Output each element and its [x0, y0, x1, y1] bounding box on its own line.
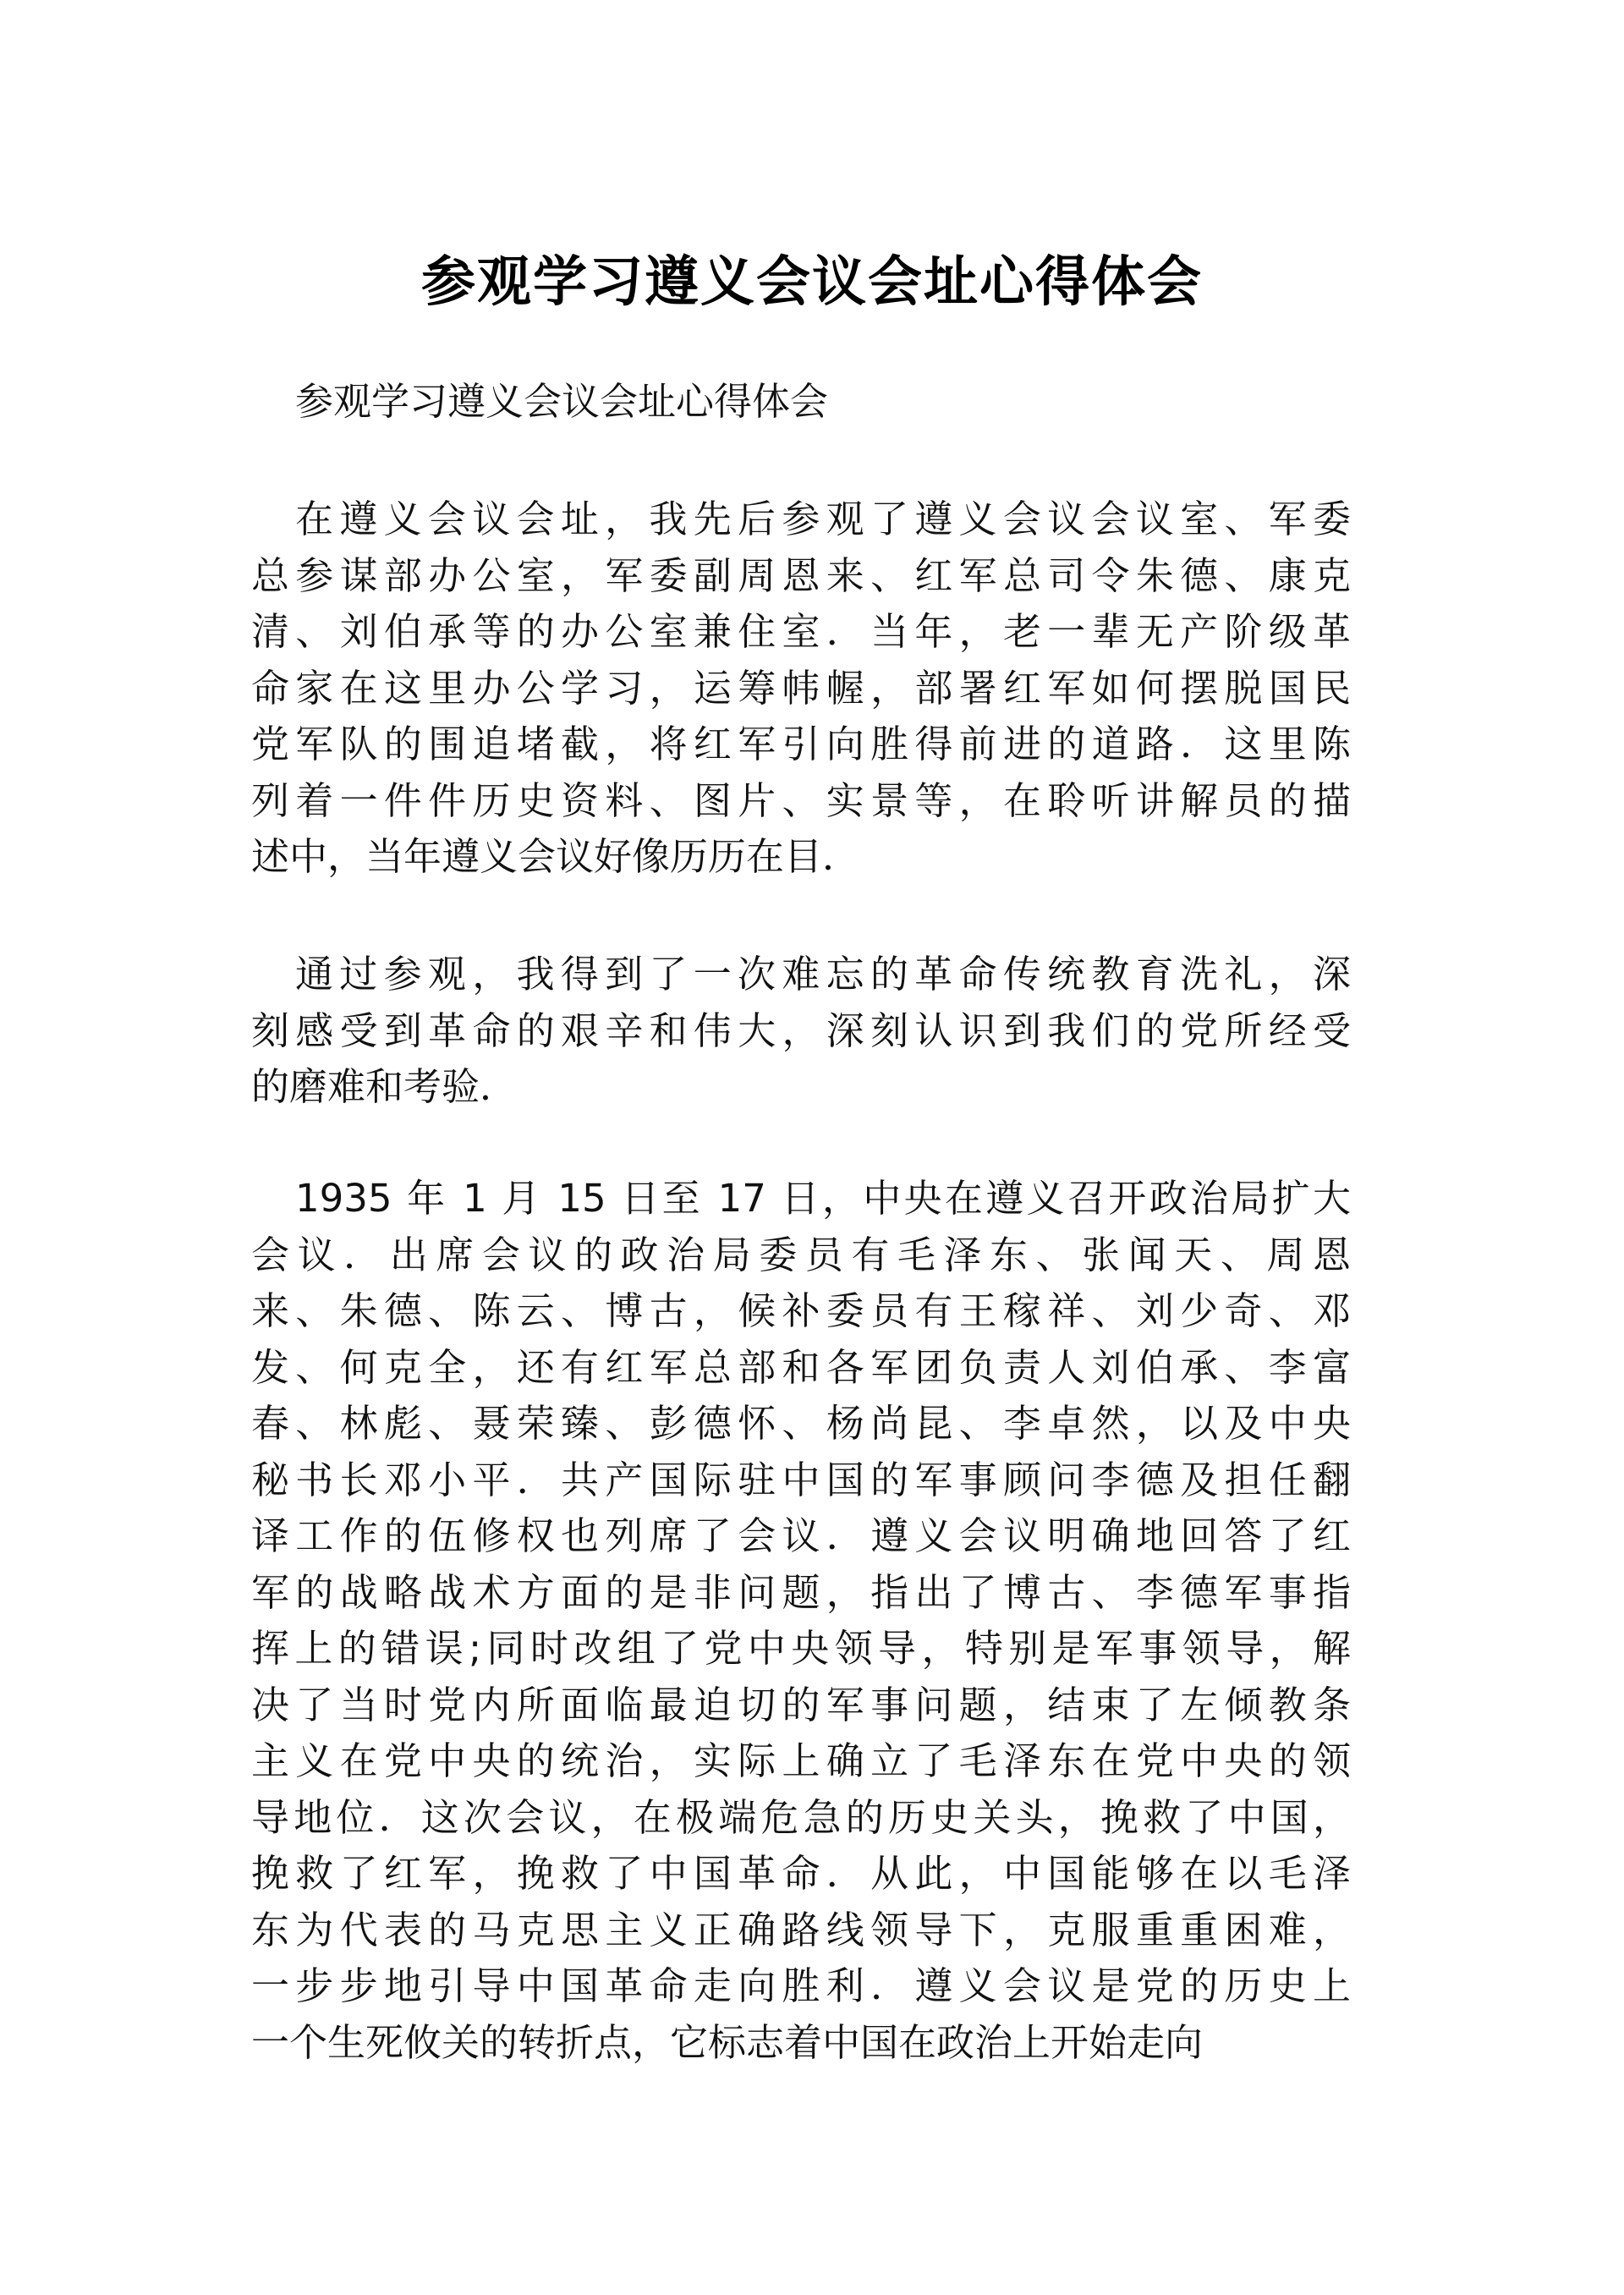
- text-line: 会议．出席会议的政治局委员有毛泽东、张闻天、周恩: [251, 1232, 1351, 1277]
- document-subtitle: [251, 374, 1351, 431]
- text-line: 东为代表的马克思主义正确路线领导下，克服重重困难，: [251, 1907, 1351, 1952]
- text-line: 刻感受到革命的艰辛和伟大，深刻认识到我们的党所经受: [251, 1007, 1351, 1053]
- paragraph-2: [251, 947, 1351, 1116]
- text-line: 导地位．这次会议，在极端危急的历史关头，挽救了中国，: [251, 1794, 1351, 1840]
- text-line: 春、林彪、聂荣臻、彭德怀、杨尚昆、李卓然，以及中央: [251, 1401, 1351, 1446]
- text-line: 的磨难和考验．: [251, 1064, 518, 1109]
- text-line: 发、何克全，还有红军总部和各军团负责人刘伯承、李富: [251, 1344, 1351, 1390]
- text-line: 译工作的伍修权也列席了会议．遵义会议明确地回答了红: [251, 1513, 1351, 1558]
- text-line: 1935 年 1 月 15 日至 17 日，中央在遵义召开政治局扩大: [295, 1176, 1351, 1221]
- text-line: 总参谋部办公室，军委副周恩来、红军总司令朱德、康克: [251, 552, 1351, 598]
- paragraph-1: [251, 491, 1351, 886]
- text-line: 决了当时党内所面临最迫切的军事问题，结束了左倾教条: [251, 1682, 1351, 1727]
- text-line: 述中，当年遵义会议好像历历在目．: [251, 834, 861, 879]
- text-line: 来、朱德、陈云、博古，候补委员有王稼祥、刘少奇、邓: [251, 1288, 1351, 1333]
- text-line: 挥上的错误;同时改组了党中央领导，特别是军事领导，解: [251, 1626, 1351, 1671]
- text-line: 命家在这里办公学习，运筹帏幄，部署红军如何摆脱国民: [251, 665, 1351, 711]
- text-line: 主义在党中央的统治，实际上确立了毛泽东在党中央的领: [251, 1738, 1351, 1783]
- document-title: 参观学习遵义会议会址心得体会: [421, 250, 1203, 314]
- text-line: 清、刘伯承等的办公室兼住室．当年，老一辈无产阶级革: [251, 609, 1351, 654]
- text-line: 通过参观，我得到了一次难忘的革命传统教育洗礼，深: [295, 952, 1351, 997]
- text-line: 党军队的围追堵截，将红军引向胜得前进的道路．这里陈: [251, 722, 1351, 766]
- text-line: 一个生死攸关的转折点，它标志着中国在政治上开始走向: [251, 2019, 1204, 2065]
- text-line: 秘书长邓小平．共产国际驻中国的军事顾问李德及担任翻: [251, 1457, 1351, 1502]
- subtitle-text: 参观学习遵义会议会址心得体会: [295, 379, 829, 424]
- text-line: 军的战略战术方面的是非问题，指出了博古、李德军事指: [251, 1569, 1351, 1615]
- text-line: 在遵义会议会址，我先后参观了遵义会议会议室、军委: [295, 497, 1351, 541]
- paragraph-3: [251, 1171, 1351, 2071]
- text-line: 列着一件件历史资料、图片、实景等，在聆听讲解员的描: [251, 777, 1351, 823]
- text-line: 挽救了红军，挽救了中国革命．从此，中国能够在以毛泽: [251, 1851, 1351, 1896]
- text-line: 一步步地引导中国革命走向胜利．遵义会议是党的历史上: [251, 1963, 1351, 2008]
